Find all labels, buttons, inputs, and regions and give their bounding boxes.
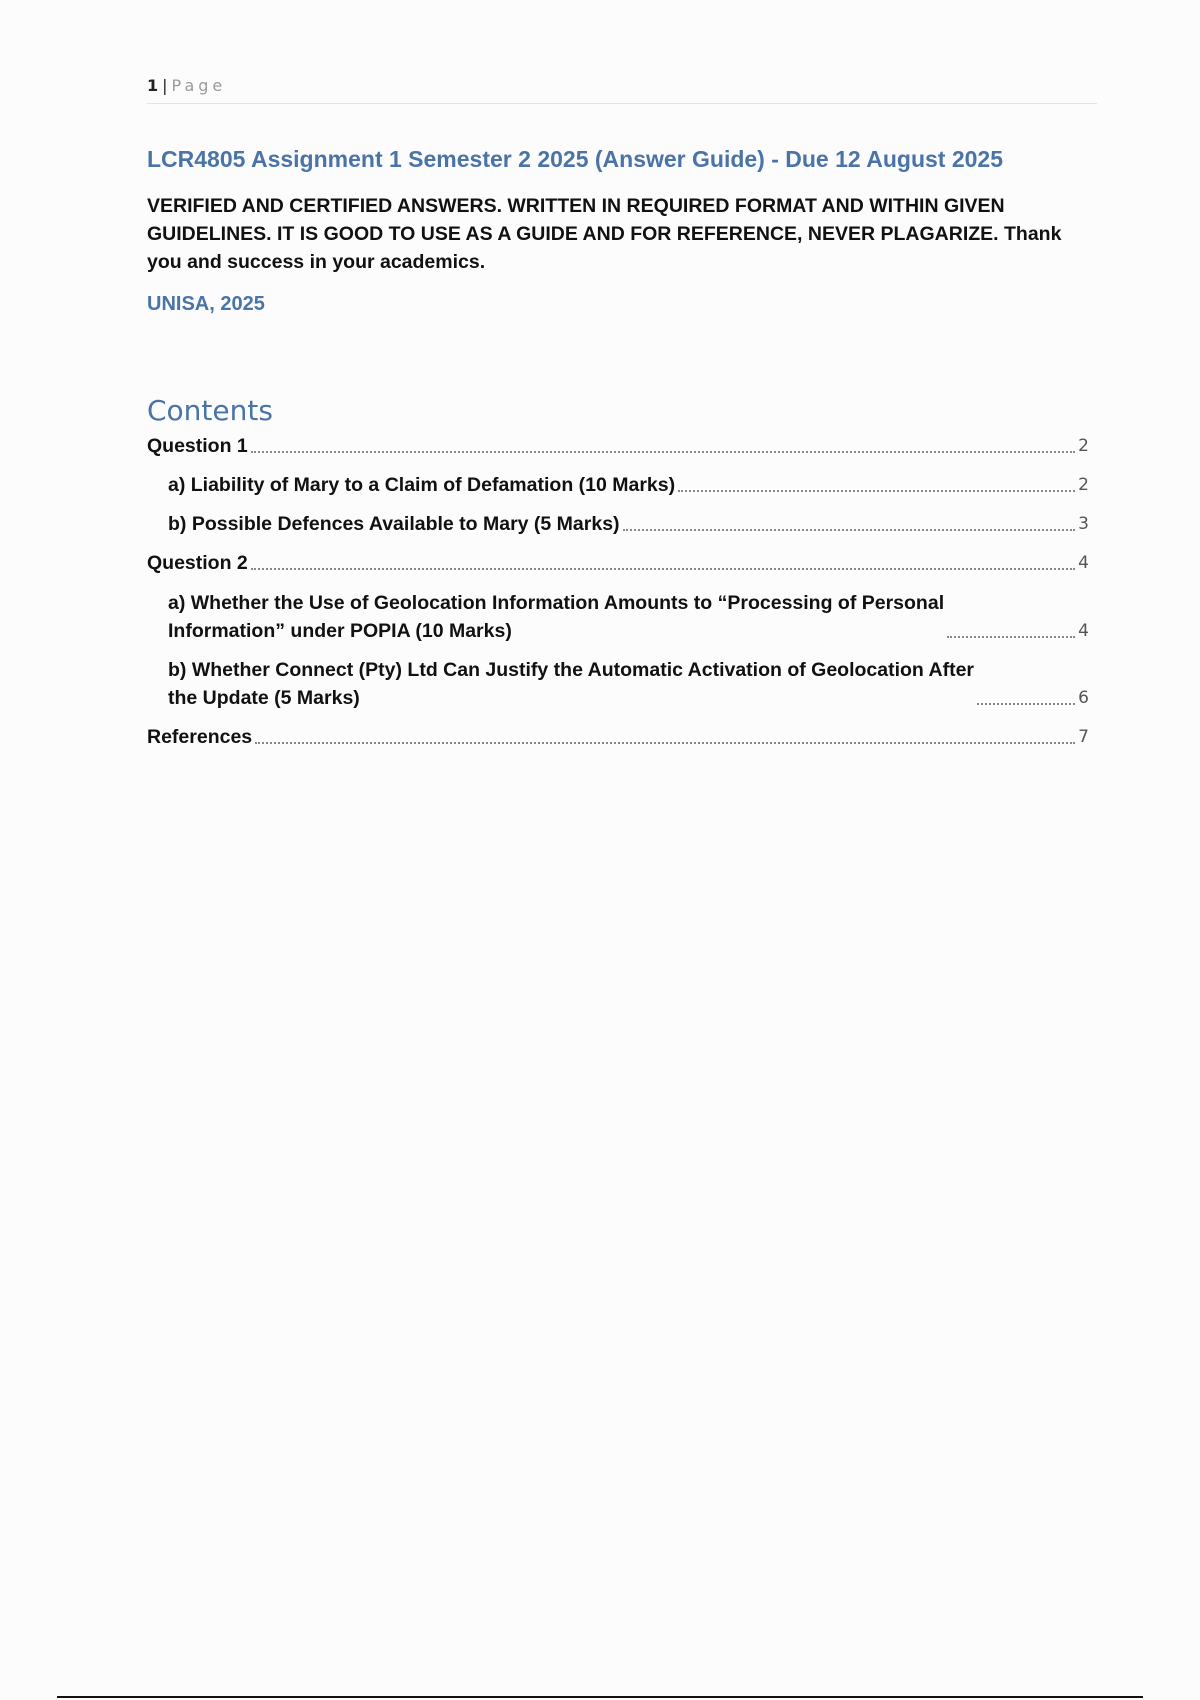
page-header: [147, 76, 1097, 104]
document-intro: VERIFIED AND CERTIFIED ANSWERS. WRITTEN IN REQUIRED FORMAT AND WITHIN GIVEN GUIDELINES. IT IS GOOD TO USE AS A GUIDE AND FOR REFERENCE, NEVER PLAGARIZE. Thank you and success in your academics.: [147, 195, 1062, 273]
toc-leader: [255, 742, 1075, 744]
toc-leader: [623, 529, 1076, 531]
toc-entry-question-2[interactable]: [147, 549, 1089, 577]
toc-leader: [251, 451, 1075, 453]
toc-entry-text: b) Whether Connect (Pty) Ltd Can Justify the Automatic Activation of Geolocation After the Update (5 Marks): [168, 659, 975, 709]
toc-entry-page: 6: [1078, 688, 1089, 708]
toc-entry-page: 3: [1078, 514, 1089, 534]
page-separator: |: [162, 76, 168, 95]
toc-entry-text: References: [147, 726, 253, 748]
page-label: Page: [171, 76, 227, 95]
toc-leader: [947, 636, 1075, 638]
toc-entry-page: 4: [1078, 553, 1089, 573]
toc-entry-text: Question 1: [147, 435, 248, 457]
toc-entry-page: 2: [1078, 475, 1089, 495]
bottom-rule: [57, 1696, 1143, 1698]
toc-entry-question-1a[interactable]: [168, 471, 1089, 499]
toc-entry-question-1b[interactable]: [168, 510, 1089, 538]
toc-entry-text: a) Whether the Use of Geolocation Information Amounts to “Processing of Personal Information” under POPIA (10 Marks): [168, 592, 945, 642]
toc-entry-question-2b[interactable]: [168, 656, 1089, 712]
toc-entry-question-1[interactable]: [147, 432, 1089, 460]
toc-entry-question-2a[interactable]: [168, 589, 1089, 645]
toc-entry-page: 2: [1078, 436, 1089, 456]
document-organisation: UNISA, 2025: [147, 293, 265, 315]
toc-leader: [977, 703, 1075, 705]
toc-entry-references[interactable]: [147, 723, 1089, 751]
page-number: 1: [147, 76, 159, 95]
toc-entry-text: a) Liability of Mary to a Claim of Defamation (10 Marks): [168, 474, 676, 496]
document-title: LCR4805 Assignment 1 Semester 2 2025 (Answer Guide) - Due 12 August 2025: [147, 146, 1003, 172]
toc-entry-page: 7: [1078, 727, 1089, 747]
toc-heading: Contents: [147, 394, 273, 427]
toc-leader: [251, 568, 1075, 570]
toc-leader: [678, 490, 1075, 492]
toc-entry-page: 4: [1078, 621, 1089, 641]
toc-entry-text: b) Possible Defences Available to Mary (5 Marks): [168, 513, 620, 535]
toc-entry-text: Question 2: [147, 552, 248, 574]
